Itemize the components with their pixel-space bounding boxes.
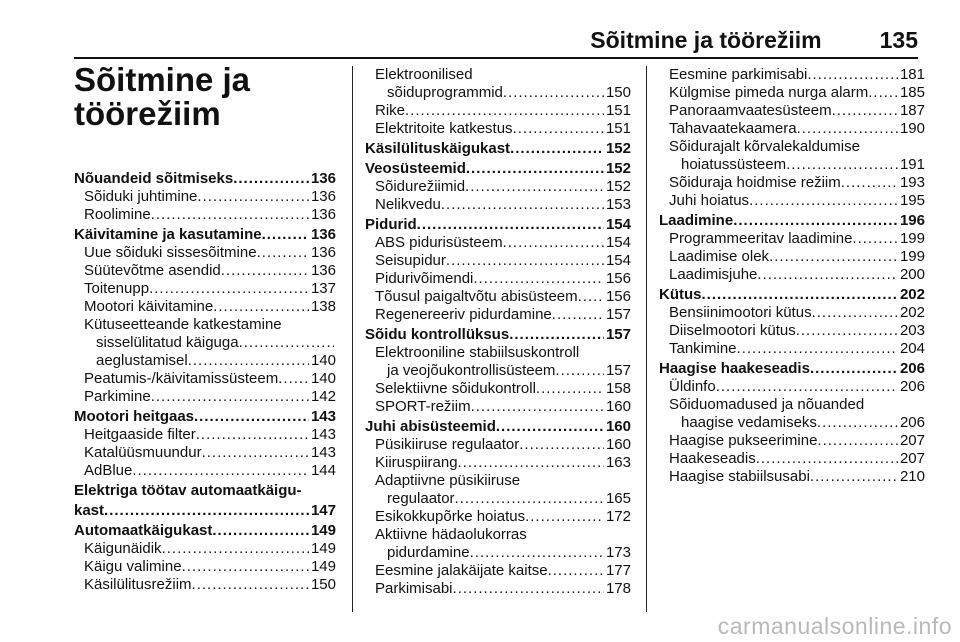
toc-page-number: 207 xyxy=(899,450,925,467)
dot-leader xyxy=(716,378,898,396)
toc-page-number: 157 xyxy=(605,362,631,379)
toc-page-number: 195 xyxy=(899,192,925,209)
toc-entry-title: Elektriga töötav automaatkäigu- xyxy=(74,482,302,499)
toc-entry[interactable] xyxy=(365,288,631,306)
dot-leader xyxy=(548,562,604,580)
toc-page-number: 152 xyxy=(605,160,631,177)
dot-leader xyxy=(453,580,604,598)
dot-leader xyxy=(466,160,604,178)
toc-entry[interactable] xyxy=(365,580,631,598)
toc-entry[interactable] xyxy=(74,426,336,444)
toc-entry[interactable] xyxy=(74,188,336,206)
toc-entry-continued[interactable] xyxy=(74,482,336,500)
dot-leader xyxy=(786,156,898,174)
toc-entry[interactable] xyxy=(365,362,631,380)
dot-leader xyxy=(257,244,309,262)
toc-entry-title: haagise vedamiseks xyxy=(681,414,817,431)
toc-entry-title: Tankimine xyxy=(669,340,737,357)
toc-entry-title: sõiduprogrammid xyxy=(387,84,503,101)
toc-entry[interactable] xyxy=(74,576,336,594)
toc-page-number: 193 xyxy=(899,174,925,191)
dot-leader xyxy=(471,398,604,416)
dot-leader xyxy=(841,174,898,192)
toc-page-number: 151 xyxy=(605,120,631,137)
toc-entry-title: Elektritoite katkestus xyxy=(375,120,513,137)
dot-leader xyxy=(702,286,898,304)
toc-section-heading[interactable] xyxy=(74,502,336,520)
toc-entry[interactable] xyxy=(365,84,631,102)
dot-leader xyxy=(470,544,604,562)
toc-entry[interactable] xyxy=(659,192,925,210)
toc-entry-title: Adaptiivne püsikiiruse xyxy=(375,472,521,489)
toc-entry[interactable] xyxy=(659,322,925,340)
toc-entry-title: Pidurid xyxy=(365,216,417,233)
toc-entry[interactable] xyxy=(365,562,631,580)
toc-page-number: 202 xyxy=(899,286,925,303)
chapter-title-line: töörežiim xyxy=(74,95,221,132)
toc-entry-title: Käigunäidik xyxy=(84,540,162,557)
dot-leader xyxy=(552,306,604,324)
dot-leader xyxy=(465,178,604,196)
toc-entry-title: Eesmine parkimisabi xyxy=(669,66,808,83)
toc-entry[interactable] xyxy=(74,388,336,406)
header-rule xyxy=(74,57,918,59)
toc-entry-title: Üldinfo xyxy=(669,378,716,395)
toc-section-heading[interactable] xyxy=(74,408,336,426)
toc-page-number: 206 xyxy=(899,378,925,395)
toc-entry[interactable] xyxy=(659,156,925,174)
toc-entry-title: Regenereeriv pidurdamine xyxy=(375,306,552,323)
toc-entry-title: Toitenupp xyxy=(84,280,150,297)
dot-leader xyxy=(832,102,898,120)
toc-entry[interactable] xyxy=(365,544,631,562)
dot-leader xyxy=(810,468,898,486)
toc-entry-title: Selektiivne sõidukontroll xyxy=(375,380,536,397)
toc-entry-continued[interactable] xyxy=(365,526,631,544)
toc-entry-title: Aktiivne hädaolukorras xyxy=(375,526,527,543)
toc-entry-title: Haagise pukseerimine xyxy=(669,432,818,449)
toc-page-number: 163 xyxy=(605,454,631,471)
toc-page-number: 152 xyxy=(605,140,631,157)
toc-section-heading[interactable] xyxy=(365,418,631,436)
toc-entry[interactable] xyxy=(365,508,631,526)
toc-entry-title: Laadimisjuhe xyxy=(669,266,758,283)
toc-entry[interactable] xyxy=(74,370,336,388)
toc-entry-title: Külgmise pimeda nurga alarm xyxy=(669,84,869,101)
toc-entry[interactable] xyxy=(659,450,925,468)
toc-entry-title: Käsilülitusrežiim xyxy=(84,576,192,593)
toc-page-number: 136 xyxy=(310,188,336,205)
toc-entry[interactable] xyxy=(659,120,925,138)
toc-entry[interactable] xyxy=(74,352,336,370)
dot-leader xyxy=(852,230,898,248)
toc-entry[interactable] xyxy=(365,102,631,120)
toc-page-number: 157 xyxy=(605,306,631,323)
toc-entry-title: Kiiruspiirang xyxy=(375,454,458,471)
dot-leader xyxy=(446,252,604,270)
toc-entry[interactable] xyxy=(365,306,631,324)
toc-entry-title: Haagise haakeseadis xyxy=(659,360,810,377)
toc-entry[interactable] xyxy=(74,558,336,576)
chapter-title-line: Sõitmine ja xyxy=(74,61,251,98)
toc-entry[interactable] xyxy=(74,334,336,352)
toc-entry-title: Nelikvedu xyxy=(375,196,441,213)
toc-page-number: 173 xyxy=(605,544,631,561)
toc-entry-title: Laadimine xyxy=(659,212,734,229)
toc-entry-continued[interactable] xyxy=(74,316,336,334)
toc-page-number: 152 xyxy=(605,178,631,195)
toc-entry[interactable] xyxy=(659,248,925,266)
dot-leader xyxy=(473,270,604,288)
toc-page-number: 156 xyxy=(605,288,631,305)
column-divider xyxy=(352,66,353,612)
toc-page-number: 136 xyxy=(310,170,336,187)
toc-page-number: 160 xyxy=(605,418,631,435)
toc-page-number: 202 xyxy=(899,304,925,321)
toc-page-number: 203 xyxy=(899,322,925,339)
toc-entry-title: Tõusul paigaltvõtu abisüsteem xyxy=(375,288,578,305)
dot-leader xyxy=(239,334,334,352)
toc-page-number: 210 xyxy=(899,468,925,485)
toc-entry[interactable] xyxy=(365,490,631,508)
toc-section-heading[interactable] xyxy=(365,326,631,344)
toc-entry-title: aeglustamisel xyxy=(96,352,188,369)
toc-entry[interactable] xyxy=(659,102,925,120)
toc-entry[interactable] xyxy=(659,174,925,192)
dot-leader xyxy=(192,576,309,594)
toc-entry-title: AdBlue xyxy=(84,462,133,479)
toc-section-heading[interactable] xyxy=(365,140,631,158)
dot-leader xyxy=(797,120,898,138)
dot-leader xyxy=(151,388,309,406)
toc-page-number: 172 xyxy=(605,508,631,525)
dot-leader xyxy=(151,206,309,224)
toc-entry-title: Programmeeritav laadimine xyxy=(669,230,853,247)
watermark: carmanualsonline.info xyxy=(717,613,952,639)
toc-entry-title: Sõidu kontrollüksus xyxy=(365,326,510,343)
toc-entry-title: ja veojõukontrollisüsteem xyxy=(387,362,556,379)
running-header-title: Sõitmine ja töörežiim xyxy=(590,27,822,53)
toc-entry[interactable] xyxy=(659,432,925,450)
dot-leader xyxy=(510,140,604,158)
toc-entry-continued[interactable] xyxy=(365,472,631,490)
toc-entry-title: Seisupidur xyxy=(375,252,446,269)
toc-page-number: 178 xyxy=(605,580,631,597)
toc-entry-title: Tahavaatekaamera xyxy=(669,120,797,137)
toc-entry[interactable] xyxy=(659,266,925,284)
toc-entry-title: Sõiduki juhtimine xyxy=(84,188,198,205)
toc-entry-title: kast xyxy=(74,502,105,519)
page-number: 135 xyxy=(879,27,918,53)
toc-entry-title: Käivitamine ja kasutamine xyxy=(74,226,262,243)
toc-entry[interactable] xyxy=(365,252,631,270)
toc-section-heading[interactable] xyxy=(365,216,631,234)
toc-entry-title: Mootori heitgaas xyxy=(74,408,195,425)
dot-leader xyxy=(756,450,898,468)
dot-leader xyxy=(405,102,604,120)
toc-column-2 xyxy=(365,66,631,598)
dot-leader xyxy=(212,522,309,540)
toc-page-number: 149 xyxy=(310,522,336,539)
dot-leader xyxy=(132,462,309,480)
toc-entry-title: Püsikiiruse regulaator xyxy=(375,436,520,453)
toc-entry[interactable] xyxy=(74,540,336,558)
toc-entry-title: Rike xyxy=(375,102,406,119)
dot-leader xyxy=(496,418,604,436)
toc-page-number: 136 xyxy=(310,244,336,261)
toc-section-heading[interactable] xyxy=(74,170,336,188)
toc-page-number: 150 xyxy=(605,84,631,101)
toc-entry[interactable] xyxy=(659,468,925,486)
dot-leader xyxy=(221,262,309,280)
toc-page-number: 206 xyxy=(899,414,925,431)
dot-leader xyxy=(458,454,604,472)
dot-leader xyxy=(737,340,898,358)
toc-page-number: 177 xyxy=(605,562,631,579)
toc-entry[interactable] xyxy=(659,66,925,84)
toc-page-number: 199 xyxy=(899,248,925,265)
toc-page-number: 190 xyxy=(899,120,925,137)
toc-page-number: 144 xyxy=(310,462,336,479)
dot-leader xyxy=(104,502,309,520)
toc-page-number: 181 xyxy=(899,66,925,83)
toc-entry[interactable] xyxy=(365,380,631,398)
toc-page-number: 136 xyxy=(310,206,336,223)
toc-entry[interactable] xyxy=(74,280,336,298)
toc-page-number: 206 xyxy=(899,360,925,377)
toc-entry-title: Elektroonilised xyxy=(375,66,473,83)
toc-entry[interactable] xyxy=(365,178,631,196)
toc-page-number: 143 xyxy=(310,408,336,425)
toc-entry[interactable] xyxy=(74,444,336,462)
toc-entry[interactable] xyxy=(365,398,631,416)
running-header xyxy=(590,27,918,54)
toc-entry-title: Parkimine xyxy=(84,388,151,405)
toc-entry-continued[interactable] xyxy=(659,138,925,156)
toc-entry-title: Käsilülituskäigukast xyxy=(365,140,511,157)
dot-leader xyxy=(769,248,898,266)
toc-page-number: 149 xyxy=(310,558,336,575)
toc-page-number: 156 xyxy=(605,270,631,287)
toc-entry-title: Sõidurežiimid xyxy=(375,178,466,195)
toc-page-number: 151 xyxy=(605,102,631,119)
toc-page-number: 207 xyxy=(899,432,925,449)
toc-entry-title: Käigu valimine xyxy=(84,558,182,575)
toc-page-number: 136 xyxy=(310,262,336,279)
toc-entry-title: Juhi abisüsteemid xyxy=(365,418,496,435)
dot-leader xyxy=(188,352,309,370)
toc-entry-title: Katalüüsmuundur xyxy=(84,444,202,461)
chapter-title xyxy=(74,63,334,131)
dot-leader xyxy=(555,362,604,380)
toc-entry[interactable] xyxy=(74,244,336,262)
dot-leader xyxy=(519,436,604,454)
toc-page-number: 137 xyxy=(310,280,336,297)
toc-entry-title: Süütevõtme asendid xyxy=(84,262,221,279)
toc-entry-title: Roolimine xyxy=(84,206,151,223)
toc-entry-title: Laadimise olek xyxy=(669,248,770,265)
toc-entry[interactable] xyxy=(659,304,925,322)
toc-page-number: 153 xyxy=(605,196,631,213)
toc-entry[interactable] xyxy=(365,454,631,472)
toc-entry-continued[interactable] xyxy=(365,344,631,362)
toc-entry-title: Kütus xyxy=(659,286,702,303)
toc-entry-title: Bensiinimootori kütus xyxy=(669,304,812,321)
toc-entry[interactable] xyxy=(659,230,925,248)
toc-section-heading[interactable] xyxy=(659,286,925,304)
toc-entry[interactable] xyxy=(659,378,925,396)
dot-leader xyxy=(796,322,898,340)
dot-leader xyxy=(503,234,604,252)
dot-leader xyxy=(162,540,309,558)
toc-page-number: 142 xyxy=(310,388,336,405)
toc-page-number: 140 xyxy=(310,370,336,387)
dot-leader xyxy=(536,380,604,398)
dot-leader xyxy=(509,326,604,344)
dot-leader xyxy=(197,188,309,206)
dot-leader xyxy=(868,84,898,102)
toc-entry-title: Haagise stabiilsusabi xyxy=(669,468,810,485)
dot-leader xyxy=(578,288,604,306)
toc-section-heading[interactable] xyxy=(365,160,631,178)
toc-entry[interactable] xyxy=(365,436,631,454)
toc-entry-title: Peatumis-/käivitamissüsteem xyxy=(84,370,279,387)
dot-leader xyxy=(202,444,309,462)
toc-entry-title: Uue sõiduki sissesõitmine xyxy=(84,244,257,261)
toc-page-number: 140 xyxy=(310,352,336,369)
toc-page-number: 154 xyxy=(605,252,631,269)
toc-entry[interactable] xyxy=(74,206,336,224)
dot-leader xyxy=(513,120,604,138)
dot-leader xyxy=(807,66,898,84)
toc-page-number: 158 xyxy=(605,380,631,397)
toc-entry[interactable] xyxy=(74,298,336,316)
toc-entry-title: Haakeseadis xyxy=(669,450,756,467)
toc-page-number: 143 xyxy=(310,426,336,443)
toc-entry[interactable] xyxy=(365,270,631,288)
dot-leader xyxy=(233,170,309,188)
toc-section-heading[interactable] xyxy=(74,226,336,244)
toc-page-number: 199 xyxy=(899,230,925,247)
toc-page-number: 187 xyxy=(899,102,925,119)
toc-page-number: 160 xyxy=(605,398,631,415)
dot-leader xyxy=(503,84,604,102)
dot-leader xyxy=(196,426,309,444)
dot-leader xyxy=(810,360,898,378)
toc-entry[interactable] xyxy=(365,196,631,214)
toc-entry-title: Heitgaaside filter xyxy=(84,426,196,443)
dot-leader xyxy=(757,266,898,284)
toc-entry-title: Kütuseetteande katkestamine xyxy=(84,316,282,333)
dot-leader xyxy=(455,490,604,508)
toc-entry-title: Eesmine jalakäijate kaitse xyxy=(375,562,548,579)
toc-entry[interactable] xyxy=(659,414,925,432)
toc-entry[interactable] xyxy=(74,262,336,280)
dot-leader xyxy=(817,414,898,432)
toc-entry[interactable] xyxy=(365,234,631,252)
toc-page-number: 157 xyxy=(605,326,631,343)
toc-entry-title: Parkimisabi xyxy=(375,580,453,597)
toc-entry-title: Elektrooniline stabiilsuskontroll xyxy=(375,344,580,361)
dot-leader xyxy=(441,196,604,214)
dot-leader xyxy=(182,558,309,576)
toc-page-number: 191 xyxy=(899,156,925,173)
toc-entry-title: Mootori käivitamine xyxy=(84,298,214,315)
toc-entry-title: Sõiduomadused ja nõuanded xyxy=(669,396,865,413)
toc-entry-title: pidurdamine xyxy=(387,544,470,561)
dot-leader xyxy=(262,226,309,244)
toc-entry[interactable] xyxy=(74,462,336,480)
toc-page-number: 154 xyxy=(605,216,631,233)
toc-entry-title: Automaatkäigukast xyxy=(74,522,213,539)
toc-entry-title: Sõiduraja hoidmise režiim xyxy=(669,174,841,191)
toc-entry-title: Sõidurajalt kõrvalekaldumise xyxy=(669,138,860,155)
toc-entry[interactable] xyxy=(659,340,925,358)
toc-page-number: 160 xyxy=(605,436,631,453)
dot-leader xyxy=(817,432,898,450)
toc-page-number: 154 xyxy=(605,234,631,251)
toc-entry-title: Juhi hoiatus xyxy=(669,192,750,209)
toc-page-number: 138 xyxy=(310,298,336,315)
toc-entry[interactable] xyxy=(365,120,631,138)
toc-page-number: 147 xyxy=(310,502,336,519)
toc-page-number: 149 xyxy=(310,540,336,557)
dot-leader xyxy=(525,508,604,526)
toc-page-number: 204 xyxy=(899,340,925,357)
dot-leader xyxy=(213,298,309,316)
dot-leader xyxy=(149,280,309,298)
toc-entry-title: hoiatussüsteem xyxy=(681,156,787,173)
toc-page-number: 143 xyxy=(310,444,336,461)
toc-entry-continued[interactable] xyxy=(365,66,631,84)
toc-page-number: 136 xyxy=(310,226,336,243)
toc-page-number: 165 xyxy=(605,490,631,507)
toc-entry-title: SPORT-režiim xyxy=(375,398,471,415)
toc-entry-title: Panoraamvaatesüsteem xyxy=(669,102,832,119)
toc-entry-title: sisselülitatud käiguga xyxy=(96,334,239,351)
toc-entry-title: regulaator xyxy=(387,490,455,507)
toc-entry-title: Nõuandeid sõitmiseks xyxy=(74,170,234,187)
toc-column-3 xyxy=(659,66,925,486)
toc-section-heading[interactable] xyxy=(74,522,336,540)
toc-entry-title: Pidurivõimendi xyxy=(375,270,474,287)
dot-leader xyxy=(749,192,898,210)
toc-entry-continued[interactable] xyxy=(659,396,925,414)
toc-entry-title: Veosüsteemid xyxy=(365,160,466,177)
toc-entry[interactable] xyxy=(659,84,925,102)
toc-page-number: 185 xyxy=(899,84,925,101)
toc-section-heading[interactable] xyxy=(659,212,925,230)
toc-page-number: 200 xyxy=(899,266,925,283)
toc-entry-title: Diiselmootori kütus xyxy=(669,322,796,339)
toc-page-number: 150 xyxy=(310,576,336,593)
dot-leader xyxy=(812,304,898,322)
dot-leader xyxy=(278,370,309,388)
dot-leader xyxy=(194,408,309,426)
dot-leader xyxy=(733,212,898,230)
toc-page-number: 196 xyxy=(899,212,925,229)
toc-entry-title: Esikokkupõrke hoiatus xyxy=(375,508,526,525)
toc-column-1 xyxy=(74,170,336,594)
toc-section-heading[interactable] xyxy=(659,360,925,378)
column-divider xyxy=(646,66,647,612)
dot-leader xyxy=(417,216,604,234)
toc-entry-title: ABS pidurisüsteem xyxy=(375,234,503,251)
